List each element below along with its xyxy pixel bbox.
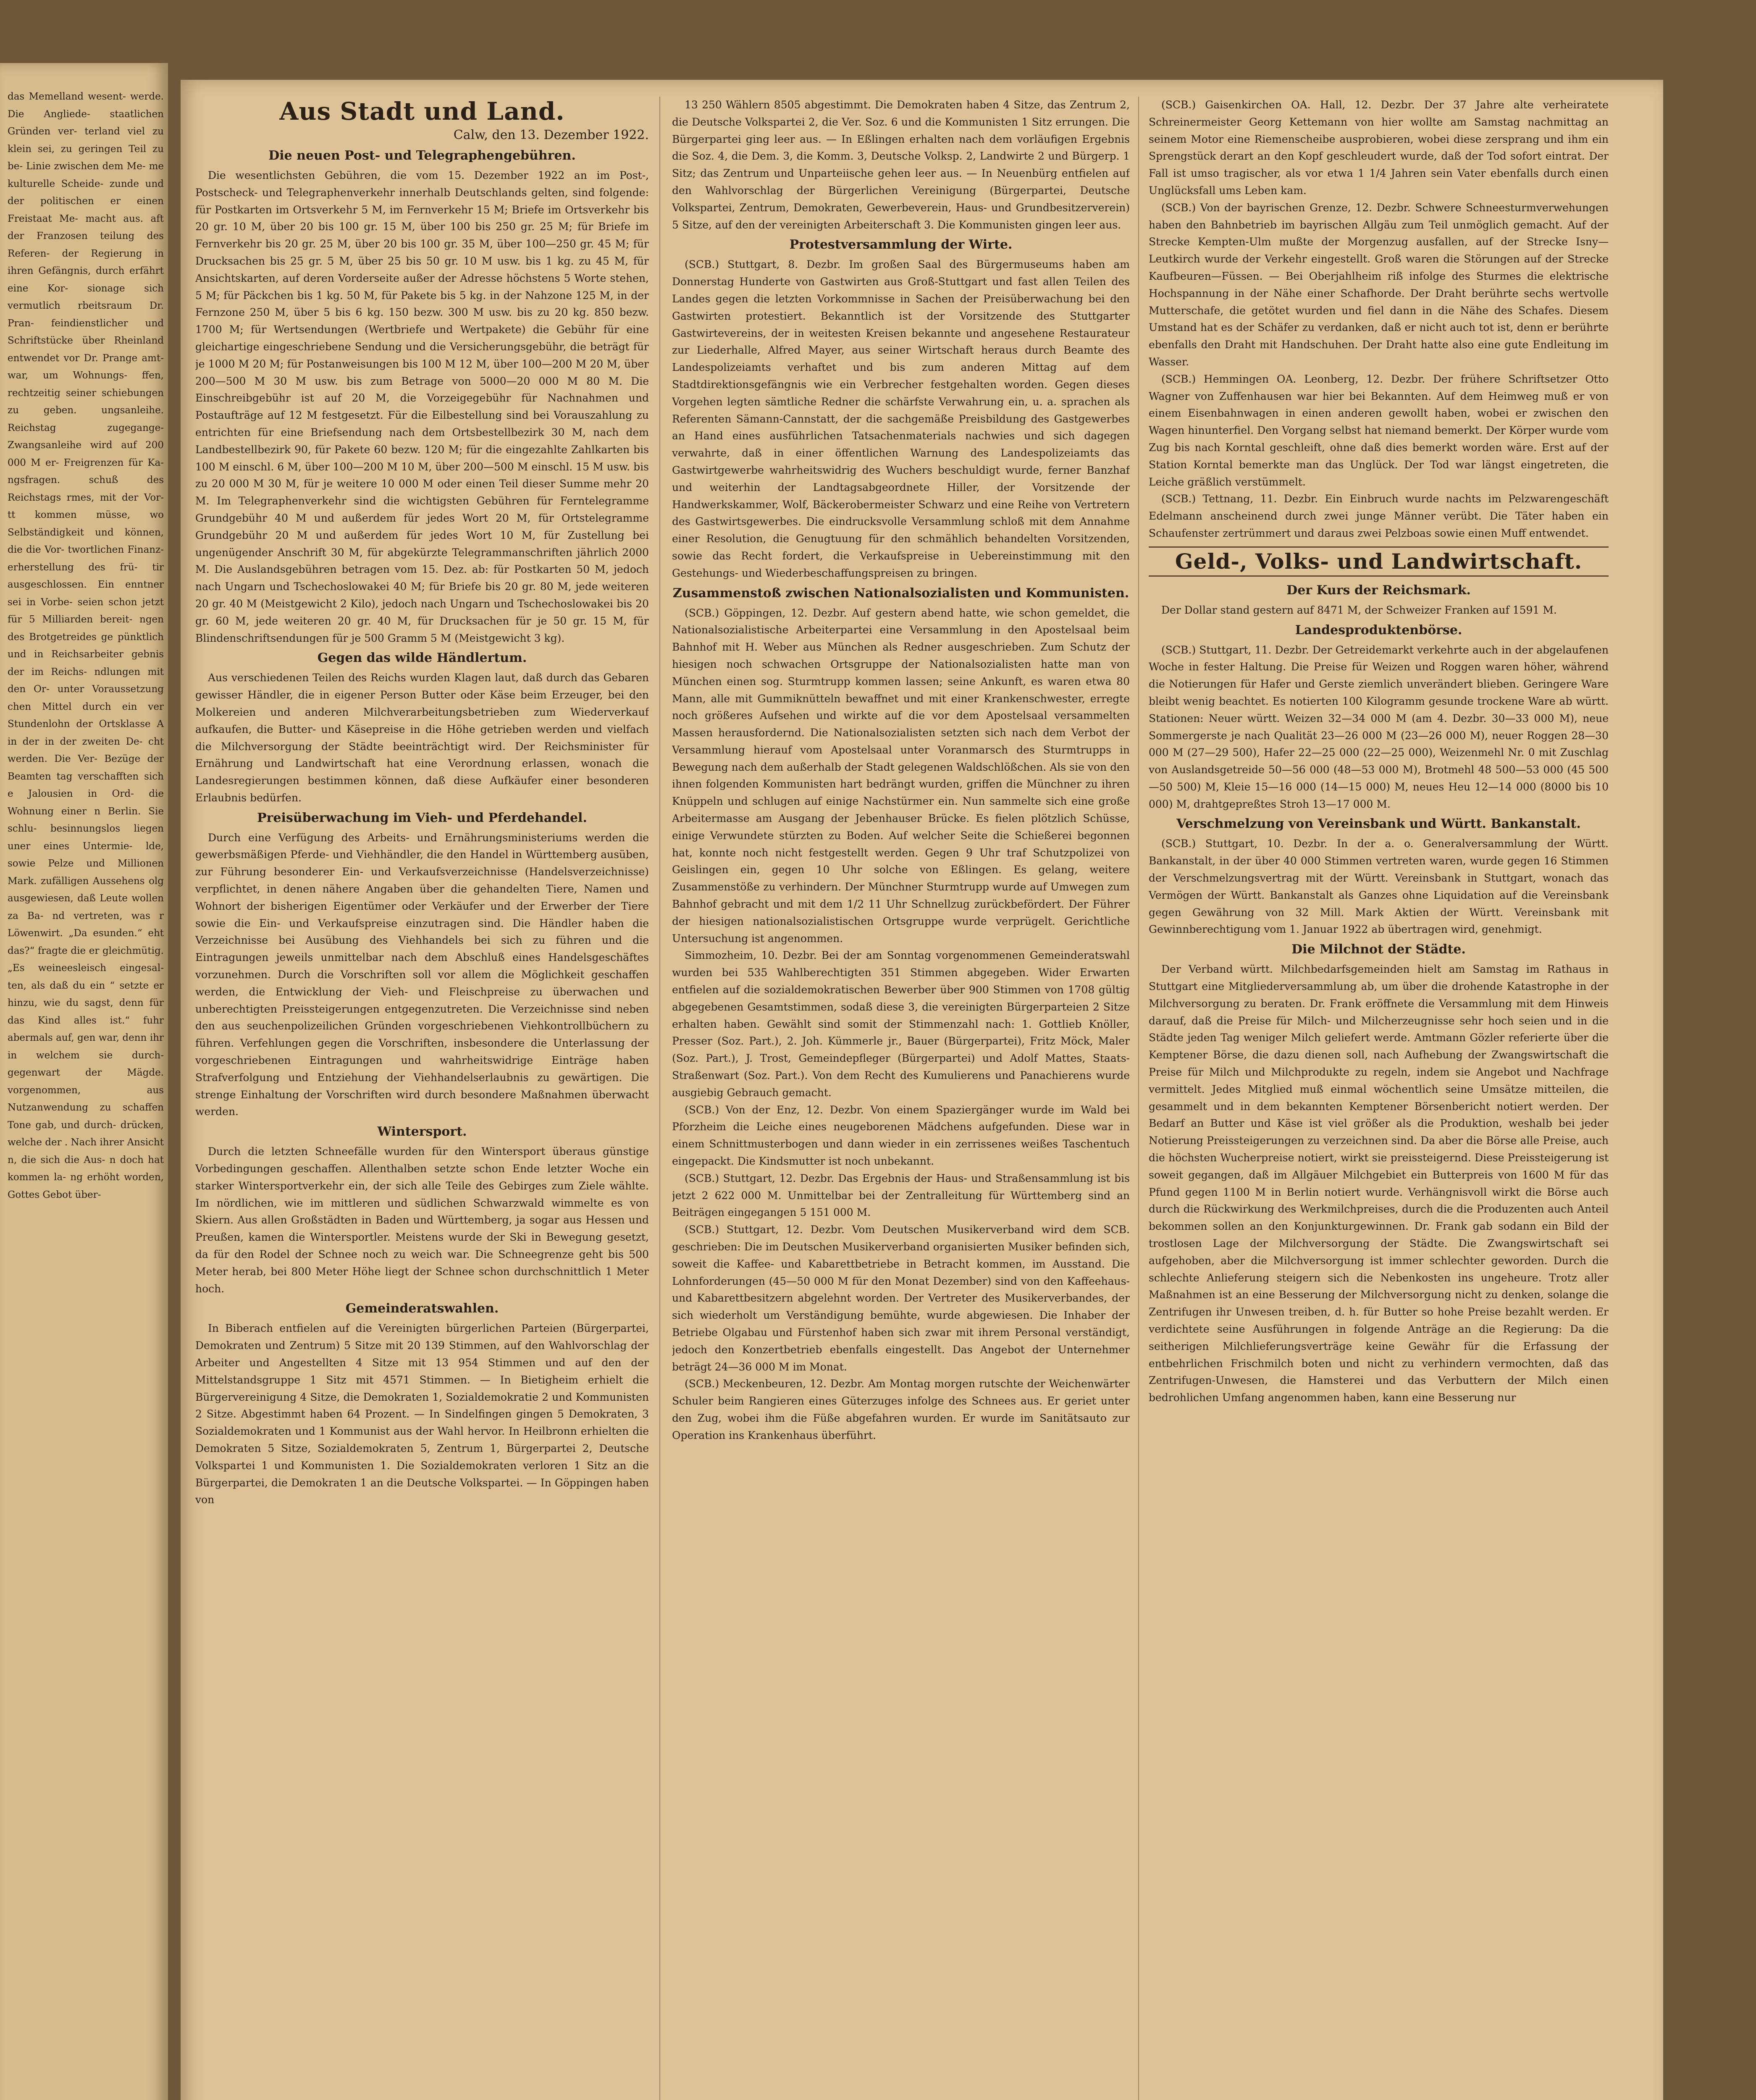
article-text: (SCB.) Tettnang, 11. Dezbr. Ein Einbruch wurde nachts im Pelzwarengeschäft Edelmann anscheinend durch zwei junge Männer verübt. Die Täter haben ein Schaufenster zertrümmert und daraus zwei Pelzboas sowie einen Muff entwendet.: [1149, 493, 1609, 539]
dateline: Calw, den 13. Dezember 1922.: [453, 128, 649, 142]
article-heading: Die Milchnot der Städte.: [1291, 942, 1466, 957]
article-text: Aus verschiedenen Teilen des Reichs wurden Klagen laut, daß durch das Gebaren gewisser Händler, die in eigener Person Butter oder Käse beim Erzeuger, bei den Molkereien und anderen Milchverarbeitungsbetrieben zum Wiederverkauf aufkaufen, die Butter- und Käsepreise in die Höhe getrieben werden und vielfach die Milchversorgung der Städte beeinträchtigt wird. Der Reichsminister für Ernährung und Landwirtschaft hat eine Verordnung erlassen, wonach die Landesregierungen bestimmen können, daß diese Aufkäufer einer besonderen Erlaubnis bedürfen.: [195, 672, 649, 804]
article-text: (SCB.) Gaisenkirchen OA. Hall, 12. Dezbr. Der 37 Jahre alte verheiratete Schreinermeister Georg Kettemann von hier wollte am Samstag nachmittag an seinem Motor eine Riemenscheibe ausprobieren, wobei diese zersprang und ihm ein Sprengstück derart an den Kopf geschleudert wurde, daß der Tod sofort eintrat. Der Fall ist umso tragischer, als vor etwa 1 1/4 Jahren sein Vater ebenfalls durch einen Unglücksfall ums Leben kam.: [1149, 99, 1609, 197]
article-heading: Verschmelzung von Vereinsbank und Württ. Bankanstalt.: [1176, 816, 1581, 832]
article-text: (SCB.) Stuttgart, 12. Dezbr. Vom Deutschen Musikerverband wird dem SCB. geschrieben: Die im Deutschen Musikerverband organisierten Musiker befinden sich, soweit die Kaffee- und Kabarettbetriebe in Betracht kommen, im Ausstand. Die Lohnforderungen (45—50 000 M für den Monat Dezember) sind von den Kaffeehaus- und Kabarettbesitzern abgelehnt worden. Der Vertreter des Musikerverbandes, der sich wiederholt um Verständigung bemühte, wurde abgewiesen. Die Inhaber der Betriebe Olgabau und Fürstenhof haben sich zwar mit ihrem Personal verständigt, jedoch den Konzertbetrieb ebenfalls eingestellt. Das Angebot der Unternehmer beträgt 24—36 000 M im Monat.: [672, 1223, 1130, 1373]
article-heading: Zusammenstoß zwischen Nationalsozialisten und Kommunisten.: [672, 585, 1129, 601]
article-heading: Preisüberwachung im Vieh- und Pferdehandel.: [257, 810, 587, 825]
article-text: (SCB.) Stuttgart, 10. Dezbr. In der a. o. Generalversammlung der Württ. Bankanstalt, in der über 40 000 Stimmen vertreten waren, wurde gegen 16 Stimmen der Verschmelzungsvertrag mit der Württ. Vereinsbank in Stuttgart, wonach das Vermögen der Württ. Bankanstalt als Ganzes ohne Liquidation auf die Vereinsbank gegen Gewährung von 32 Mill. Mark Aktien der Württ. Vereinsbank mit Gewinnberechtigung vom 1. Januar 1922 ab übertragen wird, genehmigt.: [1149, 837, 1609, 936]
article-text: Durch die letzten Schneefälle wurden für den Wintersport überaus günstige Vorbedingungen geschaffen. Allenthalben setzte schon Ende letzter Woche ein starker Wintersportverkehr ein, der sich alle Teile des Gebirges zum Ziele wählte. Im nördlichen, wie im mittleren und südlichen Schwarzwald wimmelte es von Skiern. Aus allen Großstädten in Baden und Württemberg, ja sogar aus Hessen und Preußen, kamen die Wintersportler. Meistens wurde der Ski in Bewegung gesetzt, da für den Rodel der Schnee noch zu weich war. Die Schneegrenze geht bis 500 Meter herab, bei 800 Meter Höhe liegt der Schnee schon durchschnittlich 1 Meter hoch.: [195, 1145, 649, 1295]
article-text: Durch eine Verfügung des Arbeits- und Ernährungsministeriums werden die gewerbsmäßigen Pferde- und Viehhändler, die den Handel in Württemberg ausüben, zur Führung besonderer Ein- und Verkaufsverzeichnisse (Handelsverzeichnisse) verpflichtet, in denen nähere Angaben über die gehandelten Tiere, Namen und Wohnort der bisherigen Eigentümer oder Verkäufer und der Erwerber der Tiere sowie die Ein- und Verkaufspreise einzutragen sind. Die Händler haben die Verzeichnisse bei Ausübung des Viehhandels bei sich zu führen und die Eintragungen jeweils unmittelbar nach dem Abschluß eines Handelsgeschäftes vorzunehmen. Durch die Vorschriften soll vor allem die Möglichkeit geschaffen werden, die Entwicklung der Vieh- und Fleischpreise zu überwachen und unberechtigten Preissteigerungen entgegenzutreten. Die Verzeichnisse sind neben den aus seuchenpolizeilichen Gründen vorgeschriebenen Viehkontrollbüchern zu führen. Verfehlungen gegen die Vorschriften, insbesondere die Unterlassung der vorgeschriebenen Eintragungen und wahrheitswidrige Einträge haben Strafverfolgung und Entziehung der Viehhandelserlaubnis zu gewärtigen. Die strenge Einhaltung der Vorschriften wird durch besondere Maßnahmen überwacht werden.: [195, 831, 649, 1118]
article-text: Der Dollar stand gestern auf 8471 M, der Schweizer Franken auf 1591 M.: [1161, 604, 1557, 616]
column-1: [195, 97, 649, 2100]
article-text: 13 250 Wählern 8505 abgestimmt. Die Demokraten haben 4 Sitze, das Zentrum 2, die Deutsche Volkspartei 2, die Ver. Soz. 6 und die Kommunisten 1 Sitz errungen. Die Bürgerpartei ging leer aus. — In Eßlingen erhalten nach dem vorläufigen Ergebnis die Soz. 4, die Dem. 3, die Komm. 3, Deutsche Volksp. 2, Landwirte 2 und Bürgerp. 1 Sitz; das Zentrum und Unparteiische gehen leer aus. — In Neuenbürg entfielen auf den Wahlvorschlag der Bürgerlichen Vereinigung (Bürgerpartei, Deutsche Volkspartei, Zentrum, Demokraten, Gewerbeverein, Haus- und Grundbesitzerverein) 5 Sitze, auf den der vereinigten Arbeiterschaft 3. Die Kommunisten gingen leer aus.: [672, 99, 1130, 231]
column-2: [672, 97, 1130, 2100]
article-text: (SCB.) Göppingen, 12. Dezbr. Auf gestern abend hatte, wie schon gemeldet, die Nationalsozialistische Arbeiterpartei eine Versammlung in den Apostelsaal beim Bahnhof mit H. Weber aus München als Redner ausgeschrieben. Zum Schutz der hiesigen noch schwachen Ortsgruppe der Nationalsozialisten hatte man von München einen sog. Sturmtrupp kommen lassen; seine Ankunft, es waren etwa 80 Mann, alle mit Gummiknütteln bewaffnet und mit einer Krankenschwester, erregte noch größeres Aufsehen und wirkte auf die vor dem Apostelsaal versammelten Massen herausfordernd. Die Nationalsozialisten setzten sich nach dem Verbot der Versammlung hierauf vom Apostelsaal unter Voranmarsch des Sturmtrupps in Bewegung nach dem außerhalb der Stadt gelegenen Waldschlößchen. Als sie von den ihnen folgenden Kommunisten hart bedrängt wurden, griffen die Münchner zu ihren Knüppeln und schlugen auf einige Nachstürmer ein. Nun sammelte sich eine große Arbeitermasse am Ausgang der Jebenhauser Brücke. Es fielen plötzlich Schüsse, einige Verwundete stürzten zu Boden. Auf welcher Seite die Schießerei begonnen hat, konnte noch nicht festgestellt werden. Gegen 9 Uhr traf Schutzpolizei von Geislingen ein, gegen 10 Uhr solche von Eßlingen. Es gelang, weitere Zusammenstöße zu verhindern. Der Münchner Sturmtrupp wurde auf Umwegen zum Bahnhof gebracht und mit dem 1/2 11 Uhr Schnellzug zurückbefördert. Der Führer der hiesigen nationalsozialistischen Ortsgruppe wurde verprügelt. Gerichtliche Untersuchung ist angenommen.: [672, 606, 1130, 945]
article-text: Simmozheim, 10. Dezbr. Bei der am Sonntag vorgenommenen Gemeinderatswahl wurden bei 535 Wahlberechtigten 351 Stimmen abgegeben. Wider Erwarten entfielen auf die sozialdemokratischen Bewerber über 900 Stimmen von 1708 gültig abgegebenen Gesamtstimmen, sodaß diese 3, die vereinigten Bürgerparteien 2 Sitze erhalten haben. Gewählt sind somit der Stimmenzahl nach: 1. Gottlieb Knöller, Presser (Soz. Part.), 2. Joh. Kümmerle jr., Bauer (Bürgerpartei), Fritz Möck, Maler (Soz. Part.), J. Trost, Gemeindepfleger (Bürgerpartei) und Adolf Mattes, Staats-Straßenwart (Soz. Part.). Von dem Recht des Kumulierens und Panachierens wurde ausgiebig Gebrauch gemacht.: [672, 949, 1130, 1099]
section-header: Aus Stadt und Land.: [279, 97, 565, 126]
previous-page-fragment: [0, 63, 168, 2100]
article-text: (SCB.) Von der Enz, 12. Dezbr. Von einem Spaziergänger wurde im Wald bei Pforzheim die Leiche eines neugeborenen Mädchens aufgefunden. Diese war in einem Schnittmusterbogen und dann wieder in ein zerrissenes weißes Taschentuch eingepackt. Die Kindsmutter ist noch unbekannt.: [672, 1103, 1130, 1168]
article-heading: Gegen das wilde Händlertum.: [317, 651, 527, 666]
column-3: [1149, 97, 1609, 2100]
article-text: (SCB.) Hemmingen OA. Leonberg, 12. Dezbr. Der frühere Schriftsetzer Otto Wagner von Zuffenhausen war hier bei Bekannten. Auf dem Heimweg muß er von einem Eisenbahnwagen in einen anderen gewollt haben, wobei er zwischen den Wagen hinunterfiel. Den Vorgang selbst hat niemand bemerkt. Der Körper wurde vom Zug bis nach Korntal geschleift, ohne daß dies bemerkt worden wäre. Erst auf der Station Korntal bemerkte man das Unglück. Der Tod war längst eingetreten, die Leiche gräßlich verstümmelt.: [1149, 373, 1609, 488]
column-rule: [659, 97, 660, 2100]
article-heading: Geld-, Volks- und Landwirtschaft.: [1149, 546, 1609, 577]
column-3-articles: [1149, 97, 1609, 1407]
column-1-articles: [195, 146, 649, 1509]
article-heading: Gemeinderatswahlen.: [345, 1301, 499, 1316]
left-page-text: das Memelland wesent- werde. Die Angliede- staatlichen Gründen ver- terland viel zu klein sei, zu geringen Teil zu be- Linie zwischen dem Me- me kulturelle Scheide- zunde und der politischen er einen Freistaat Me- macht aus. aft der Franzosen teilung des Referen- der Regierung in ihren Gefängnis, durch erfährt eine Kor- sionage sich vermutlich rbeitsraum Dr. Pran- feindienstlicher und Schriftstücke über Rheinland entwendet vor Dr. Prange amt- war, um Wohnungs- ffen, rechtzeitig seiner schiebungen zu geben. ungsanleihe. Reichstag zugegange- Zwangsanleihe wird auf 200 000 M er- Freigrenzen für Ka- ngsfragen. schuß des Reichstags rmes, mit der Vor- tt kommen müsse, wo Selbständigkeit und können, die die Vor- twortlichen Finanz- erherstellung des frü- tir ausgeschlossen. Ein enntner sei in Vorbe- seien schon jetzt für 5 Milliarden bereit- ngen des Brotgetreides ge pünktlich und in Reichsarbeiter gebnis der im Reichs- ndlungen mit den Or- unter Voraussetzung chen Mittel durch ein ver Stundenlohn der Ortsklasse A in der in der zweiten De- cht werden. Die Ver- Bezüge der Beamten tag verschafften sich e Jalousien in Ord- die Wohnung einer n Berlin. Sie schlu- besinnungslos liegen uner eines Untermie- lde, sowie Pelze und Millionen Mark. zufälligen Aussehens olg ausgewiesen, daß Leute wollen za Ba- nd vertreten, was r Löwenwirt. „Da esunden.“ eht das?“ fragte die er gleichmütig. „Es weineesleisch eingesal- ten, als daß du ein “ setzte er hinzu, wie du sagst, denn für das Kind alles ist.“ fuhr abermals auf, gen war, denn ihr in welchem sie durch- gegenwart der Mägde. vorgenommen, aus Nutzanwendung zu schaffen Tone gab, und durch- drücken, welche der . Nach ihrer Ansicht n, die sich die Aus- n doch hat kommen la- ng erhöht worden, Gottes Gebot über-: [8, 91, 164, 1200]
article-text: Die wesentlichsten Gebühren, die vom 15. Dezember 1922 an im Post-, Postscheck- und Telegraphenverkehr innerhalb Deutschlands gelten, sind folgende: für Postkarten im Ortsverkehr 5 M, im Fernverkehr 15 M; Briefe im Ortsverkehr bis 20 gr. 10 M, über 20 bis 100 gr. 15 M, über 100 bis 250 gr. 25 M; für Briefe im Fernverkehr bis 20 gr. 25 M, über 20 bis 100 gr. 35 M, über 100—250 gr. 45 M; für Drucksachen bis 25 gr. 5 M, über 25 bis 50 gr. 10 M usw. bis 1 kg. zu 45 M, für Ansichtskarten, auf deren Vorderseite außer der Adresse höchstens 5 Worte stehen, 5 M; für Päckchen bis 1 kg. 50 M, für Pakete bis 5 kg. in der Nahzone 125 M, in der Fernzone 250 M, über 5 bis 6 kg. 150 bezw. 300 M usw. bis zu 20 kg. 850 bezw. 1700 M; für Wertsendungen (Wertbriefe und Wertpakete) die Gebühr für eine gleichartige eingeschriebene Sendung und die Versicherungsgebühr, die beträgt für je 1000 M 20 M; für Postanweisungen bis 100 M 12 M, über 100—200 M 20 M, über 200—500 M 30 M usw. bis zum Betrage von 5000—20 000 M 80 M. Die Einschreibgebühr ist auf 20 M, die Vorzeigegebühr für Nachnahmen und Postaufträge auf 12 M festgesetzt. Für die Eilbestellung sind bei Vorauszahlung zu entrichten für eine Briefsendung nach dem Ortsbestellbezirk 30 M, nach dem Landbestellbezirk 90, für Pakete 60 bezw. 120 M; für die eingezahlte Zahlkarten bis 100 M einschl. 6 M, über 100—200 M 10 M, über 200—500 M einschl. 15 M usw. bis zu 20 000 M 30 M, für je weitere 10 000 M oder einen Teil dieser Summe mehr 20 M. Im Telegraphenverkehr sind die wichtigsten Gebühren für Ferntelegramme Grundgebühr 40 M und außerdem für jedes Wort 20 M, für Ortstelegramme Grundgebühr 20 M und außerdem für jedes Wort 10 M, für Zustellung bei ungenügender Anschrift 30 M, für abgekürzte Telegrammanschriften jährlich 2000 M. Die Auslandsgebühren betragen vom 15. Dez. ab: für Postkarten 50 M, jedoch nach Ungarn und Tschechoslowakei 40 M; für Briefe bis 20 gr. 80 M, jede weiteren 20 gr. 40 M (Meistgewicht 2 Kilo), jedoch nach Ungarn und Tschechoslowakei bis 20 gr. 60 M, jede weiteren 20 gr. 40 M, für Drucksachen für je 50 gr. 15 M, für Blindenschriftsendungen für je 500 Gramm 5 M (Meistgewicht 3 kg).: [195, 169, 649, 644]
article-heading: Wintersport.: [377, 1124, 467, 1139]
article-text: (SCB.) Stuttgart, 11. Dezbr. Der Getreidemarkt verkehrte auch in der abgelaufenen Woche in fester Haltung. Die Preise für Weizen und Roggen waren höher, während die Notierungen für Hafer und Gerste ziemlich unverändert blieben. Geringere Ware bleibt wenig beachtet. Es notierten 100 Kilogramm gesunde trockene Ware ab württ. Stationen: Neuer württ. Weizen 32—34 000 M (am 4. Dezbr. 30—33 000 M), neue Sommergerste je nach Qualität 23—26 000 M (23—26 000 M), neuer Roggen 28—30 000 M (27—29 500), Hafer 22—25 000 (22—25 000), Weizenmehl Nr. 0 mit Zuschlag von Auslandsgetreide 50—56 000 (48—53 000 M), Brotmehl 48 500—53 000 (45 500—50 500) M, Kleie 15—16 000 (14—15 000) M, neues Heu 12—14 000 (8000 bis 10 000) M, drahtgepreßtes Stroh 13—17 000 M.: [1149, 643, 1609, 810]
column-rule: [1138, 97, 1139, 2100]
article-text: Der Verband württ. Milchbedarfsgemeinden hielt am Samstag im Rathaus in Stuttgart eine Mitgliederversammlung ab, um über die drohende Katastrophe in der Milchversorgung zu beraten. Dr. Frank eröffnete die Versammlung mit dem Hinweis darauf, daß die Preise für Milch- und Milcherzeugnisse sehr hoch seien und in die Städte jeden Tag weniger Milch geliefert werde. Amtmann Gözler referierte über die Kemptener Börse, die dazu dienen soll, nach Aufhebung der Zwangswirtschaft die Preise für Milch und Milchprodukte zu regeln, indem sie Angebot und Nachfrage vermittelt. Jedes Mitglied muß einmal wöchentlich seine Umsätze mitteilen, die gesammelt und in dem bekannten Kemptener Börsenbericht notiert werden. Der Bedarf an Butter und Käse ist viel größer als die Produktion, weshalb bei jeder Notierung Preissteigerungen zu verzeichnen sind. Da aber die Börse alle Preise, auch die höchsten Wucherpreise notiert, wirkt sie preissteigernd. Diese Preissteigerung ist soweit gegangen, daß im Allgäuer Milchgebiet ein Butterpreis von 1600 M für das Pfund gegen 1100 M in Berlin notiert wurde. Verhängnisvoll wirkt die Börse auch durch die Rückwirkung des Werkmilchpreises, durch die die Produzenten auch Anteil bekommen sollen an den Konjunkturgewinnen. Dr. Frank gab sodann ein Bild der trostlosen Lage der Milchversorgung der Städte. Die Zwangswirtschaft sei aufgehoben, aber die Milchversorgung ist immer schlechter geworden. Durch die schlechte Anlieferung steigern sich die Nebenkosten ins ungeheure. Trotz aller Maßnahmen ist an eine Besserung der Milchversorgung nicht zu denken, solange die Zentrifugen ihr Unwesen treiben, d. h. für Butter so hohe Preise bezahlt werden. Er verdichtete seine Ausführungen in folgende Anträge an die Regierung: Da die seitherigen Milchlieferungsverträge keine Gewähr für die Erfassung der entbehrlichen Frischmilch boten und nicht zu verhindern vermochten, daß das Zentrifugen-Unwesen, die Hamsterei und das Verbuttern der Milch einen bedrohlichen Umfang angenommen haben, kann eine Besserung nur: [1149, 963, 1609, 1404]
article-text: In Biberach entfielen auf die Vereinigten bürgerlichen Parteien (Bürgerpartei, Demokraten und Zentrum) 5 Sitze mit 20 139 Stimmen, auf den Wahlvorschlag der Arbeiter und Angestellten 4 Sitze mit 13 954 Stimmen und auf den der Mittelstandsgruppe 1 Sitz mit 4571 Stimmen. — In Bietigheim erhielt die Bürgervereinigung 4 Sitze, die Demokraten 1, Sozialdemokratie 2 und Kommunisten 2 Sitze. Abgestimmt haben 64 Prozent. — In Sindelfingen gingen 5 Demokraten, 3 Sozialdemokraten und 1 Kommunist aus der Wahl hervor. In Heilbronn erhielten die Demokraten 5 Sitze, Sozialdemokraten 5, Zentrum 1, Bürgerpartei 2, Deutsche Volkspartei 1 und Kommunisten 1. Die Sozialdemokraten verloren 1 Sitz an die Bürgerpartei, die Demokraten 1 an die Deutsche Volkspartei. — In Göppingen haben von: [195, 1322, 649, 1506]
article-heading: Die neuen Post- und Telegraphengebühren.: [268, 148, 576, 163]
column-2-articles: [672, 97, 1130, 1444]
article-text: (SCB.) Meckenbeuren, 12. Dezbr. Am Montag morgen rutschte der Weichenwärter Schuler beim Rangieren eines Güterzuges infolge des Schnees aus. Er geriet unter den Zug, wobei ihm die Füße abgefahren wurden. Er wurde im Sanitätsauto zur Operation ins Krankenhaus überführt.: [672, 1378, 1130, 1441]
article-heading: Protestversammlung der Wirte.: [789, 237, 1013, 252]
article-heading: Der Kurs der Reichsmark.: [1286, 583, 1471, 598]
newspaper-page: [181, 80, 1663, 2100]
article-text: (SCB.) Von der bayrischen Grenze, 12. Dezbr. Schwere Schneesturmverwehungen haben den Bahnbetrieb im bayrischen Allgäu zum Teil unmöglich gemacht. Auf der Strecke Kempten-Ulm mußte der Morgenzug ausfallen, auf der Strecke Isny—Leutkirch wurde der Verkehr eingestellt. Groß waren die Störungen auf der Strecke Kaufbeuren—Füssen. — Bei Oberjahlheim riß infolge des Sturmes die elektrische Hochspannung in der Nähe einer Schafhorde. Der Draht berührte sechs wertvolle Mutterschafe, die getötet wurden und fiel dann in die Nähe des Schafes. Diesem Umstand hat es der Schäfer zu verdanken, daß er nicht auch tot ist, denn er berührte ebenfalls den Draht mit Handschuhen. Der Draht hatte also eine gute Endleitung im Wasser.: [1149, 201, 1609, 368]
article-heading: Landesproduktenbörse.: [1295, 622, 1462, 638]
article-text: (SCB.) Stuttgart, 8. Dezbr. Im großen Saal des Bürgermuseums haben am Donnerstag Hunderte von Gastwirten aus Groß-Stuttgart und fast allen Teilen des Landes gegen die letzten Vorkommnisse in Sachen der Preisüberwachung bei den Gastwirten protestiert. Bekanntlich ist der Vorsitzende des Stuttgarter Gastwirtevereins, der in weitesten Kreisen bekannte und angesehene Restaurateur zur Liederhalle, Alfred Mayer, aus seiner Wirtschaft heraus durch Beamte des Landespolizeiamts verhaftet und bis zum anderen Mittag auf dem Stadtdirektionsgefängnis wie ein Verbrecher festgehalten worden. Gegen dieses Vorgehen legten sämtliche Redner die schärfste Verwahrung ein, u. a. sprachen als Referenten Sämann-Cannstatt, der die sachgemäße Preisbildung des Gastgewerbes an Hand eines ausführlichen Tatsachenmaterials nachwies und sich dagegen verwahrte, daß in einer öffentlichen Warnung des Landespolizeiamts das Gastwirtgewerbe wahrheitswidrig des Wuchers beschuldigt wurde, ferner Banzhaf und weiterhin der Landtagsabgeordnete Hiller, der Vorsitzende der Handwerkskammer, Wolf, Bäckerobermeister Schwarz und eine Reihe von Vertretern des Gastwirtsgewerbes. Die eindrucksvolle Versammlung schloß mit dem Annahme einer Resolution, die Genugtuung für den schmählich behandelten Vorsitzenden, sowie das Recht fordert, die Verkaufspreise in Uebereinstimmung mit den Gestehungs- und Wiederbeschaffungspreisen zu bringen.: [672, 258, 1130, 579]
article-text: (SCB.) Stuttgart, 12. Dezbr. Das Ergebnis der Haus- und Straßensammlung ist bis jetzt 2 622 000 M. Unmittelbar bei der Zentralleitung für Württemberg sind an Beiträgen eingegangen 5 151 000 M.: [672, 1172, 1130, 1219]
